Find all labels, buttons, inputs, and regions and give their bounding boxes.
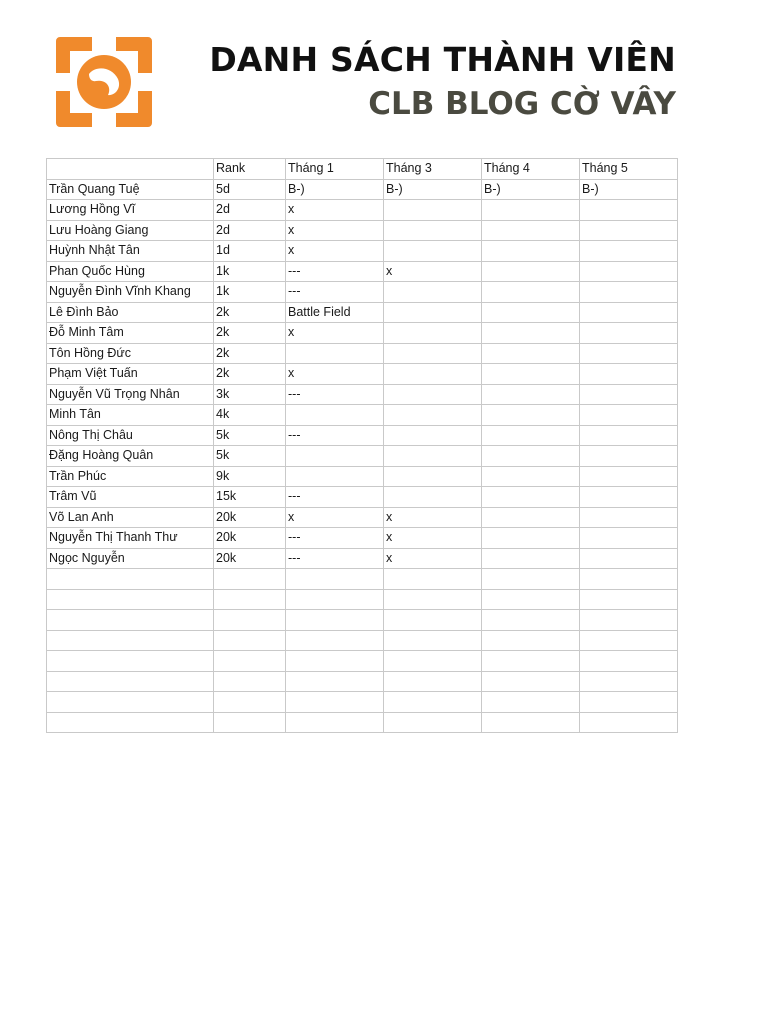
table-row [47,548,678,569]
table-row [47,282,678,303]
cell-thang-5 [580,569,678,590]
cell-thang-3: x [384,528,482,549]
cell-thang-4 [482,569,580,590]
cell-rank: 15k [214,487,286,508]
column-header-thang-1: Tháng 1 [286,159,384,180]
cell-thang-5 [580,548,678,569]
cell-thang-4 [482,261,580,282]
cell-thang-5 [580,487,678,508]
cell-thang-3: x [384,507,482,528]
table-row [47,241,678,262]
cell-thang-3 [384,302,482,323]
cell-thang-1: x [286,200,384,221]
cell-thang-3 [384,384,482,405]
table-row [47,712,678,733]
table-row [47,261,678,282]
cell-thang-3 [384,610,482,631]
cell-thang-5 [580,241,678,262]
cell-thang-3 [384,220,482,241]
cell-thang-1 [286,569,384,590]
cell-thang-4 [482,507,580,528]
table-row [47,220,678,241]
cell-thang-5 [580,323,678,344]
cell-thang-5 [580,610,678,631]
cell-rank: 1k [214,261,286,282]
cell-name: Lê Đình Bảo [47,302,214,323]
cell-rank: 5k [214,446,286,467]
cell-name: Minh Tân [47,405,214,426]
cell-thang-5 [580,712,678,733]
cell-name: Lưu Hoàng Giang [47,220,214,241]
page-subtitle: CLB BLOG CỜ VÂY [368,86,676,122]
cell-thang-1: --- [286,487,384,508]
table-row [47,528,678,549]
cell-thang-4 [482,466,580,487]
table-row [47,692,678,713]
cell-name: Phan Quốc Hùng [47,261,214,282]
cell-name: Nguyễn Thị Thanh Thư [47,528,214,549]
cell-name: Đỗ Minh Tâm [47,323,214,344]
cell-thang-5 [580,302,678,323]
cell-rank [214,712,286,733]
title-block [209,38,676,126]
table-row [47,651,678,672]
cell-thang-4 [482,548,580,569]
cell-thang-5 [580,630,678,651]
column-header-name [47,159,214,180]
cell-thang-3 [384,487,482,508]
cell-thang-3 [384,466,482,487]
cell-rank: 3k [214,384,286,405]
cell-thang-3 [384,200,482,221]
cell-rank: 1k [214,282,286,303]
table-row [47,589,678,610]
table-row [47,630,678,651]
cell-thang-1: x [286,323,384,344]
cell-thang-3 [384,446,482,467]
table-row [47,446,678,467]
cell-thang-1 [286,651,384,672]
cell-thang-3 [384,569,482,590]
cell-thang-5 [580,425,678,446]
cell-thang-3 [384,712,482,733]
table-row [47,507,678,528]
cell-name: Lương Hồng Vĩ [47,200,214,221]
cell-name: Nguyễn Đình Vĩnh Khang [47,282,214,303]
cell-thang-5 [580,446,678,467]
cell-rank [214,671,286,692]
table-row [47,405,678,426]
cell-thang-4 [482,323,580,344]
cell-thang-1 [286,692,384,713]
cell-name [47,651,214,672]
cell-name: Huỳnh Nhật Tân [47,241,214,262]
cell-thang-5 [580,589,678,610]
cell-name [47,630,214,651]
cell-thang-4 [482,220,580,241]
cell-thang-1: x [286,364,384,385]
cell-thang-1: --- [286,425,384,446]
cell-thang-1: --- [286,384,384,405]
table-row [47,487,678,508]
table-row [47,610,678,631]
cell-name: Đặng Hoàng Quân [47,446,214,467]
cell-name: Trần Quang Tuệ [47,179,214,200]
cell-rank [214,692,286,713]
cell-thang-1: x [286,220,384,241]
table-row [47,671,678,692]
cell-thang-3 [384,405,482,426]
cell-thang-5 [580,671,678,692]
cell-thang-3 [384,589,482,610]
cell-thang-1 [286,446,384,467]
cell-rank: 2d [214,220,286,241]
cell-thang-4 [482,446,580,467]
page-title: DANH SÁCH THÀNH VIÊN [209,40,676,79]
cell-thang-4 [482,241,580,262]
table-row [47,364,678,385]
cell-thang-5 [580,220,678,241]
cell-thang-3 [384,323,482,344]
cell-name: Võ Lan Anh [47,507,214,528]
cell-thang-1: x [286,507,384,528]
cell-thang-3 [384,630,482,651]
cell-thang-4 [482,405,580,426]
cell-name: Trâm Vũ [47,487,214,508]
cell-rank: 9k [214,466,286,487]
cell-thang-5 [580,651,678,672]
column-header-thang-4: Tháng 4 [482,159,580,180]
cell-name: Nguyễn Vũ Trọng Nhân [47,384,214,405]
cell-thang-5 [580,528,678,549]
cell-thang-1: --- [286,282,384,303]
cell-name [47,671,214,692]
cell-rank: 5d [214,179,286,200]
cell-thang-3 [384,241,482,262]
cell-rank: 2k [214,302,286,323]
cell-thang-3: B-) [384,179,482,200]
table-row [47,343,678,364]
table-row [47,200,678,221]
column-header-rank: Rank [214,159,286,180]
cell-thang-4: B-) [482,179,580,200]
cell-rank: 20k [214,507,286,528]
cell-thang-1: --- [286,528,384,549]
cell-thang-5 [580,200,678,221]
cell-thang-1: B-) [286,179,384,200]
cell-thang-1 [286,671,384,692]
cell-name [47,712,214,733]
column-header-thang-3: Tháng 3 [384,159,482,180]
cell-thang-1: x [286,241,384,262]
table-row [47,569,678,590]
cell-name [47,589,214,610]
cell-name: Ngọc Nguyễn [47,548,214,569]
cell-rank [214,610,286,631]
cell-thang-4 [482,200,580,221]
cell-thang-4 [482,302,580,323]
cell-thang-3: x [384,548,482,569]
cell-name [47,692,214,713]
table-row [47,425,678,446]
cell-thang-5 [580,507,678,528]
table-row [47,384,678,405]
cell-thang-5 [580,466,678,487]
cell-thang-4 [482,364,580,385]
cell-thang-4 [482,610,580,631]
cell-thang-4 [482,692,580,713]
cell-rank: 2d [214,200,286,221]
cell-thang-4 [482,630,580,651]
cell-thang-1 [286,405,384,426]
table-row [47,466,678,487]
cell-name: Phạm Việt Tuấn [47,364,214,385]
column-header-thang-5: Tháng 5 [580,159,678,180]
cell-thang-1: Battle Field [286,302,384,323]
cell-thang-3 [384,425,482,446]
cell-thang-3 [384,282,482,303]
cell-thang-4 [482,671,580,692]
cell-name [47,569,214,590]
cell-thang-1: --- [286,261,384,282]
cell-rank [214,569,286,590]
cell-thang-5 [580,405,678,426]
cell-rank: 5k [214,425,286,446]
cell-rank: 4k [214,405,286,426]
cell-name: Nông Thị Châu [47,425,214,446]
cell-thang-1 [286,630,384,651]
cell-thang-1 [286,589,384,610]
cell-thang-1: --- [286,548,384,569]
cell-name: Trần Phúc [47,466,214,487]
cell-thang-3 [384,671,482,692]
cell-thang-5 [580,282,678,303]
cell-thang-4 [482,712,580,733]
cell-name: Tôn Hồng Đức [47,343,214,364]
cell-rank: 2k [214,364,286,385]
cell-thang-4 [482,487,580,508]
cell-rank: 20k [214,548,286,569]
cell-thang-5 [580,364,678,385]
cell-thang-1 [286,610,384,631]
cell-name [47,610,214,631]
table-row [47,302,678,323]
cell-thang-4 [482,528,580,549]
cell-thang-4 [482,282,580,303]
cell-thang-4 [482,425,580,446]
cell-thang-1 [286,466,384,487]
cell-thang-5 [580,343,678,364]
go-stone-board-logo-icon [56,37,152,127]
cell-thang-4 [482,589,580,610]
table-header-row [47,159,678,180]
cell-thang-3 [384,692,482,713]
table-row [47,323,678,344]
cell-rank: 2k [214,323,286,344]
cell-rank: 2k [214,343,286,364]
cell-thang-4 [482,384,580,405]
cell-thang-3: x [384,261,482,282]
cell-rank: 20k [214,528,286,549]
cell-rank [214,589,286,610]
cell-thang-4 [482,343,580,364]
cell-rank: 1d [214,241,286,262]
cell-thang-4 [482,651,580,672]
cell-thang-5 [580,384,678,405]
cell-thang-1 [286,712,384,733]
cell-thang-3 [384,364,482,385]
members-table [46,158,678,733]
cell-rank [214,651,286,672]
cell-thang-3 [384,343,482,364]
cell-rank [214,630,286,651]
table-row [47,179,678,200]
cell-thang-5 [580,692,678,713]
cell-thang-5 [580,261,678,282]
cell-thang-5: B-) [580,179,678,200]
cell-thang-1 [286,343,384,364]
cell-thang-3 [384,651,482,672]
